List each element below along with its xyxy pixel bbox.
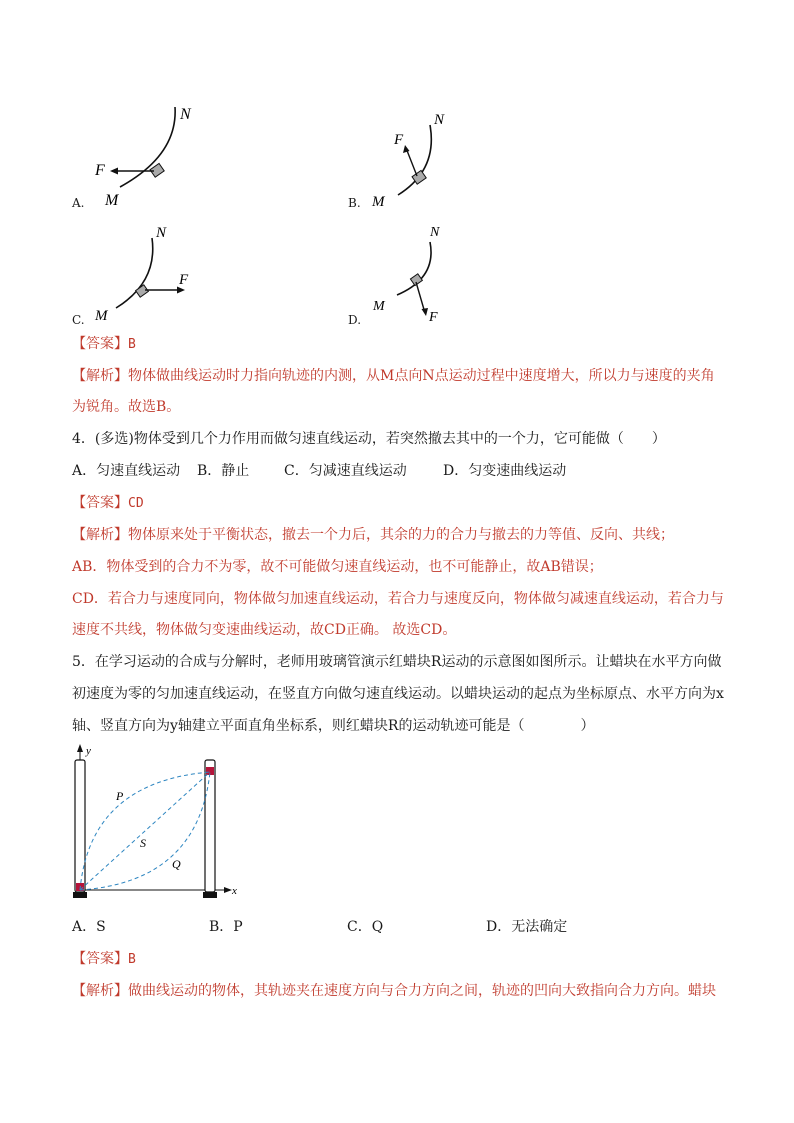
label-m: M: [95, 308, 108, 324]
analysis-tag: 【解析】: [72, 527, 128, 543]
q5-option-c[interactable]: C．Q: [347, 919, 384, 935]
figure-option-a: [70, 95, 220, 215]
answer-value: CD: [128, 496, 144, 511]
trajectory-curve: [116, 238, 153, 308]
answer-tag: 【答案】: [72, 336, 128, 352]
label-n: N: [430, 225, 440, 240]
q5-stem-line2: 初速度为零的匀加速直线运动，在竖直方向做匀速直线运动。以蜡块运动的起点为坐标原点、水平方向为x: [72, 686, 724, 702]
analysis-tag: 【解析】: [72, 368, 128, 384]
q3-analysis-line2: 为锐角。故选B。: [72, 399, 181, 415]
option-b-label[interactable]: B.: [348, 196, 361, 210]
q5-trajectory-figure: [68, 742, 248, 902]
q4-option-c[interactable]: C．匀减速直线运动: [284, 463, 407, 479]
trajectory-curve: [120, 107, 175, 187]
q4-analysis-line1: [72, 525, 674, 545]
label-f: F: [179, 272, 189, 288]
q4-option-d[interactable]: D．匀变速曲线运动: [443, 463, 567, 479]
figure-option-c: [90, 220, 220, 325]
answer-tag: 【答案】: [72, 951, 128, 967]
label-n: N: [434, 112, 445, 128]
figure-option-b: [350, 100, 480, 215]
label-n: N: [156, 225, 167, 241]
option-a-label[interactable]: A.: [72, 196, 85, 210]
label-m: M: [372, 194, 385, 210]
q5-answer: [72, 949, 136, 970]
label-f: F: [429, 310, 438, 325]
right-tube-base: [203, 892, 217, 898]
q3-analysis-line1: [72, 366, 715, 386]
answer-value: B: [128, 337, 136, 352]
q3-answer: [72, 334, 136, 355]
left-glass-tube: [75, 760, 85, 892]
figure-option-d: [365, 220, 475, 330]
q5-analysis-line1: [72, 981, 716, 1001]
label-m: M: [105, 192, 119, 209]
block: [136, 285, 149, 297]
right-glass-tube: [205, 760, 215, 892]
trajectory-curve: [397, 242, 431, 295]
q5-option-a[interactable]: A．S: [72, 919, 106, 935]
analysis-text: 做曲线运动的物体，其轨迹夹在速度方向与合力方向之间，轨迹的凹向大致指向合力方向。蜡块: [128, 983, 716, 999]
q4-option-a[interactable]: A．匀速直线运动: [72, 463, 181, 479]
q4-analysis-line4: 速度不共线，物体做匀变速曲线运动，故CD正确。 故选CD。: [72, 622, 457, 638]
label-f: F: [394, 132, 404, 148]
q5-stem-line1: 5．在学习运动的合成与分解时，老师用玻璃管演示红蜡块R运动的示意图如图所示。让蜡块在水平方向做: [72, 654, 722, 670]
option-d-label[interactable]: D.: [348, 313, 362, 327]
analysis-text: 物体做曲线运动时力指向轨迹的内测，从M点向N点运动过程中速度增大，所以力与速度的夹角: [128, 368, 715, 384]
option-c-label[interactable]: C.: [72, 313, 85, 327]
q4-analysis-line2: AB．物体受到的合力不为零，故不可能做匀速直线运动，也不可能静止，故AB错误；: [72, 559, 603, 575]
analysis-tag: 【解析】: [72, 983, 128, 999]
force-arrow: [406, 148, 417, 176]
q4-analysis-line3: CD．若合力与速度同向，物体做匀加速直线运动，若合力与速度反向，物体做匀减速直线运动，若合力与: [72, 591, 724, 607]
q4-stem: 4．(多选)物体受到几个力作用而做匀速直线运动，若突然撤去其中的一个力，它可能做（ ）: [72, 431, 666, 447]
label-q: Q: [172, 857, 181, 871]
label-n: N: [180, 106, 191, 123]
left-tube-base: [73, 892, 87, 898]
label-m: M: [373, 299, 385, 314]
force-arrow: [416, 282, 425, 313]
label-f: F: [95, 162, 105, 179]
trajectory-s: [80, 772, 210, 890]
q5-option-b[interactable]: B．P: [209, 919, 243, 935]
answer-value: B: [128, 952, 136, 967]
q4-option-b[interactable]: B．静止: [197, 463, 250, 479]
label-p: P: [116, 789, 124, 803]
x-axis-label: x: [232, 885, 237, 897]
label-s: S: [140, 836, 146, 850]
analysis-text: 物体原来处于平衡状态，撤去一个力后，其余的力的合力与撤去的力等值、反向、共线；: [128, 527, 674, 543]
y-axis-label: y: [86, 745, 91, 757]
q5-stem-line3: 轴、竖直方向为y轴建立平面直角坐标系，则红蜡块R的运动轨迹可能是（ ）: [72, 718, 595, 734]
answer-tag: 【答案】: [72, 495, 128, 511]
q4-answer: [72, 493, 144, 514]
q5-option-d[interactable]: D．无法确定: [486, 919, 568, 935]
